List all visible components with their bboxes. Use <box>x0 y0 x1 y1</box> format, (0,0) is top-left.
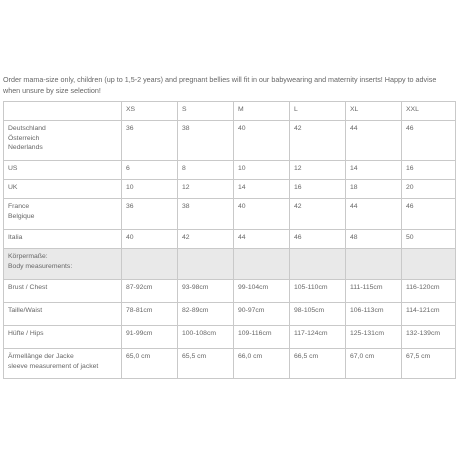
size-cell-xs: 78-81cm <box>122 303 178 326</box>
row-label <box>4 161 122 180</box>
size-cell-m: 40 <box>234 199 290 230</box>
table-row <box>4 230 456 249</box>
size-cell-s: 38 <box>178 199 234 230</box>
table-row <box>4 280 456 303</box>
table-row <box>4 121 456 161</box>
row-label-line: Taille/Waist <box>8 307 43 314</box>
size-cell-xxl: 116-120cm <box>402 280 456 303</box>
size-cell-xs: 36 <box>122 199 178 230</box>
row-label-line: Body measurements: <box>8 262 73 270</box>
size-cell-xl: 125-131cm <box>346 326 402 349</box>
size-cell-xs: 65,0 cm <box>122 349 178 379</box>
row-label <box>4 121 122 161</box>
size-cell-xl <box>346 249 402 280</box>
row-label <box>4 280 122 303</box>
size-cell-xxl: 16 <box>402 161 456 180</box>
size-cell-xl: 48 <box>346 230 402 249</box>
size-cell-l <box>290 249 346 280</box>
row-label-line: UK <box>8 184 18 191</box>
size-cell-xs: 6 <box>122 161 178 180</box>
size-cell-l: 46 <box>290 230 346 249</box>
row-label-line: sleeve measurement of jacket <box>8 362 99 370</box>
header-corner-cell <box>4 102 122 121</box>
size-cell-xs: 40 <box>122 230 178 249</box>
size-cell-m: 90-97cm <box>234 303 290 326</box>
size-chart-table <box>3 101 456 379</box>
size-cell-xs <box>122 249 178 280</box>
row-label <box>4 349 122 379</box>
size-cell-s <box>178 249 234 280</box>
row-label-line: Österreich <box>8 134 40 142</box>
size-cell-s: 42 <box>178 230 234 249</box>
size-cell-m: 14 <box>234 180 290 199</box>
table-row <box>4 180 456 199</box>
size-cell-xl: 44 <box>346 199 402 230</box>
table-row <box>4 249 456 280</box>
size-header-xs: XS <box>122 102 178 121</box>
row-label <box>4 249 122 280</box>
size-cell-s: 65,5 cm <box>178 349 234 379</box>
size-cell-s: 100-108cm <box>178 326 234 349</box>
intro-text: Order mama-size only, children (up to 1,5-2 years) and pregnant bellies will fit in our babywearing and maternity inserts! Happy to advise when unsure by size selection! <box>3 75 437 95</box>
header-row <box>4 102 456 121</box>
row-label <box>4 326 122 349</box>
size-cell-xl: 44 <box>346 121 402 161</box>
row-label-line: France <box>8 203 30 210</box>
row-label-line: Hüfte / Hips <box>8 330 44 337</box>
size-cell-s: 12 <box>178 180 234 199</box>
row-label-line: Brust / Chest <box>8 284 48 291</box>
size-cell-l: 105-110cm <box>290 280 346 303</box>
table-row <box>4 326 456 349</box>
row-label-line: Italia <box>8 234 23 241</box>
size-cell-m: 99-104cm <box>234 280 290 303</box>
size-cell-xxl: 20 <box>402 180 456 199</box>
size-cell-l: 42 <box>290 199 346 230</box>
row-label <box>4 230 122 249</box>
size-cell-m <box>234 249 290 280</box>
size-cell-xl: 111-115cm <box>346 280 402 303</box>
size-cell-s: 82-89cm <box>178 303 234 326</box>
size-cell-m: 40 <box>234 121 290 161</box>
size-cell-xl: 106-113cm <box>346 303 402 326</box>
row-label-line: Körpermaße: <box>8 253 48 260</box>
size-cell-xxl: 114-121cm <box>402 303 456 326</box>
size-cell-xs: 91-99cm <box>122 326 178 349</box>
size-cell-m: 44 <box>234 230 290 249</box>
size-cell-m: 109-116cm <box>234 326 290 349</box>
row-label-line: Deutschland <box>8 125 46 132</box>
size-cell-l: 16 <box>290 180 346 199</box>
row-label-line: Belgique <box>8 212 35 220</box>
table-row <box>4 161 456 180</box>
size-cell-xxl: 46 <box>402 121 456 161</box>
size-cell-xxl: 132-139cm <box>402 326 456 349</box>
size-cell-m: 10 <box>234 161 290 180</box>
table-row <box>4 349 456 379</box>
size-cell-xl: 67,0 cm <box>346 349 402 379</box>
size-cell-xxl: 67,5 cm <box>402 349 456 379</box>
row-label <box>4 199 122 230</box>
row-label-line: US <box>8 165 18 172</box>
size-cell-xl: 18 <box>346 180 402 199</box>
table-row <box>4 303 456 326</box>
size-cell-s: 38 <box>178 121 234 161</box>
size-header-m: M <box>234 102 290 121</box>
size-cell-l: 42 <box>290 121 346 161</box>
table-row <box>4 199 456 230</box>
size-cell-xxl: 50 <box>402 230 456 249</box>
size-cell-m: 66,0 cm <box>234 349 290 379</box>
row-label <box>4 180 122 199</box>
size-header-s: S <box>178 102 234 121</box>
size-cell-xs: 87-92cm <box>122 280 178 303</box>
size-cell-xs: 10 <box>122 180 178 199</box>
size-cell-l: 98-105cm <box>290 303 346 326</box>
size-cell-xs: 36 <box>122 121 178 161</box>
size-cell-s: 93-98cm <box>178 280 234 303</box>
size-header-xxl: XXL <box>402 102 456 121</box>
row-label-line: Nederlands <box>8 144 43 151</box>
size-header-xl: XL <box>346 102 402 121</box>
size-cell-xxl <box>402 249 456 280</box>
size-cell-l: 12 <box>290 161 346 180</box>
size-cell-s: 8 <box>178 161 234 180</box>
size-header-l: L <box>290 102 346 121</box>
size-cell-xl: 14 <box>346 161 402 180</box>
row-label-line: Ärmellänge der Jacke <box>8 353 74 360</box>
row-label <box>4 303 122 326</box>
size-cell-xxl: 46 <box>402 199 456 230</box>
size-cell-l: 66,5 cm <box>290 349 346 379</box>
size-cell-l: 117-124cm <box>290 326 346 349</box>
